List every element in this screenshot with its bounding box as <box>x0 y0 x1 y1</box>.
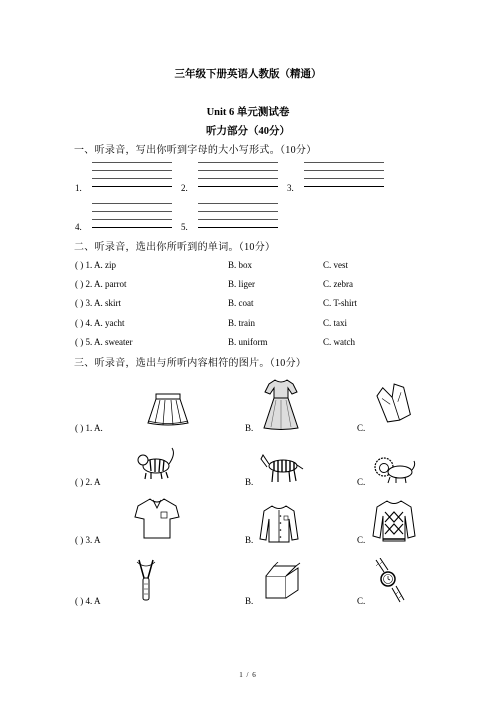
item-number: 4. <box>75 222 82 232</box>
option-b: B. <box>245 535 254 545</box>
answer-lines <box>198 162 278 194</box>
question-a: ( ) 1. A. <box>75 423 103 433</box>
answer-lines <box>92 203 172 235</box>
question-a: ( ) 1. A. zip <box>75 260 116 270</box>
option-b: B. coat <box>228 298 254 308</box>
question-a: ( ) 4. A. yacht <box>75 318 125 328</box>
option-b: B. <box>245 423 254 433</box>
question-a: ( ) 3. A. skirt <box>75 298 121 308</box>
section-title: 听力部分（40分） <box>206 126 290 137</box>
answer-lines <box>198 203 278 235</box>
answer-lines <box>92 162 172 194</box>
skirt-icon <box>146 393 190 427</box>
item-number: 2. <box>181 183 188 193</box>
question-a: ( ) 2. A <box>75 477 101 487</box>
part2-instruction: 二、听录音，选出你所听到的单词。（10分） <box>74 242 276 253</box>
sweater-icon <box>372 498 416 544</box>
option-b: B. train <box>228 318 255 328</box>
dress-icon <box>261 378 301 430</box>
watch-icon <box>370 558 406 604</box>
item-number: 5. <box>181 222 188 232</box>
tshirt-icon <box>134 496 180 540</box>
answer-lines <box>304 162 384 194</box>
slingshot-icon <box>134 558 158 606</box>
option-b: B. liger <box>228 279 255 289</box>
box-icon <box>262 562 302 602</box>
option-c: C. <box>357 596 366 606</box>
option-c: C. taxi <box>323 318 347 328</box>
option-c: C. zebra <box>323 279 353 289</box>
page-number: 1 / 6 <box>239 671 257 679</box>
item-number: 3. <box>287 183 294 193</box>
item-number: 1. <box>75 183 82 193</box>
shirt-icon <box>258 503 300 543</box>
option-c: C. <box>357 477 366 487</box>
option-c: C. <box>357 423 366 433</box>
option-c: C. vest <box>323 260 349 270</box>
option-c: C. watch <box>323 337 355 347</box>
lion-icon <box>372 455 416 485</box>
option-c: C. <box>357 535 366 545</box>
question-a: ( ) 3. A <box>75 535 101 545</box>
unit-title: Unit 6 单元测试卷 <box>206 107 290 118</box>
option-b: B. uniform <box>228 337 268 347</box>
question-a: ( ) 4. A <box>75 596 101 606</box>
part1-instruction: 一、听录音，写出你听到字母的大小写形式。（10分） <box>74 145 317 156</box>
zebra-icon <box>259 451 305 483</box>
option-b: B. <box>245 596 254 606</box>
part3-instruction: 三、听录音，选出与所听内容相符的图片。（10分） <box>74 358 307 369</box>
option-b: B. box <box>228 260 253 270</box>
vest-icon <box>372 381 416 425</box>
option-b: B. <box>245 477 254 487</box>
question-a: ( ) 2. A. parrot <box>75 279 127 289</box>
option-c: C. T-shirt <box>323 298 358 308</box>
tiger-icon <box>134 446 178 482</box>
page-title: 三年级下册英语人教版（精通） <box>174 69 322 80</box>
question-a: ( ) 5. A. sweater <box>75 337 133 347</box>
